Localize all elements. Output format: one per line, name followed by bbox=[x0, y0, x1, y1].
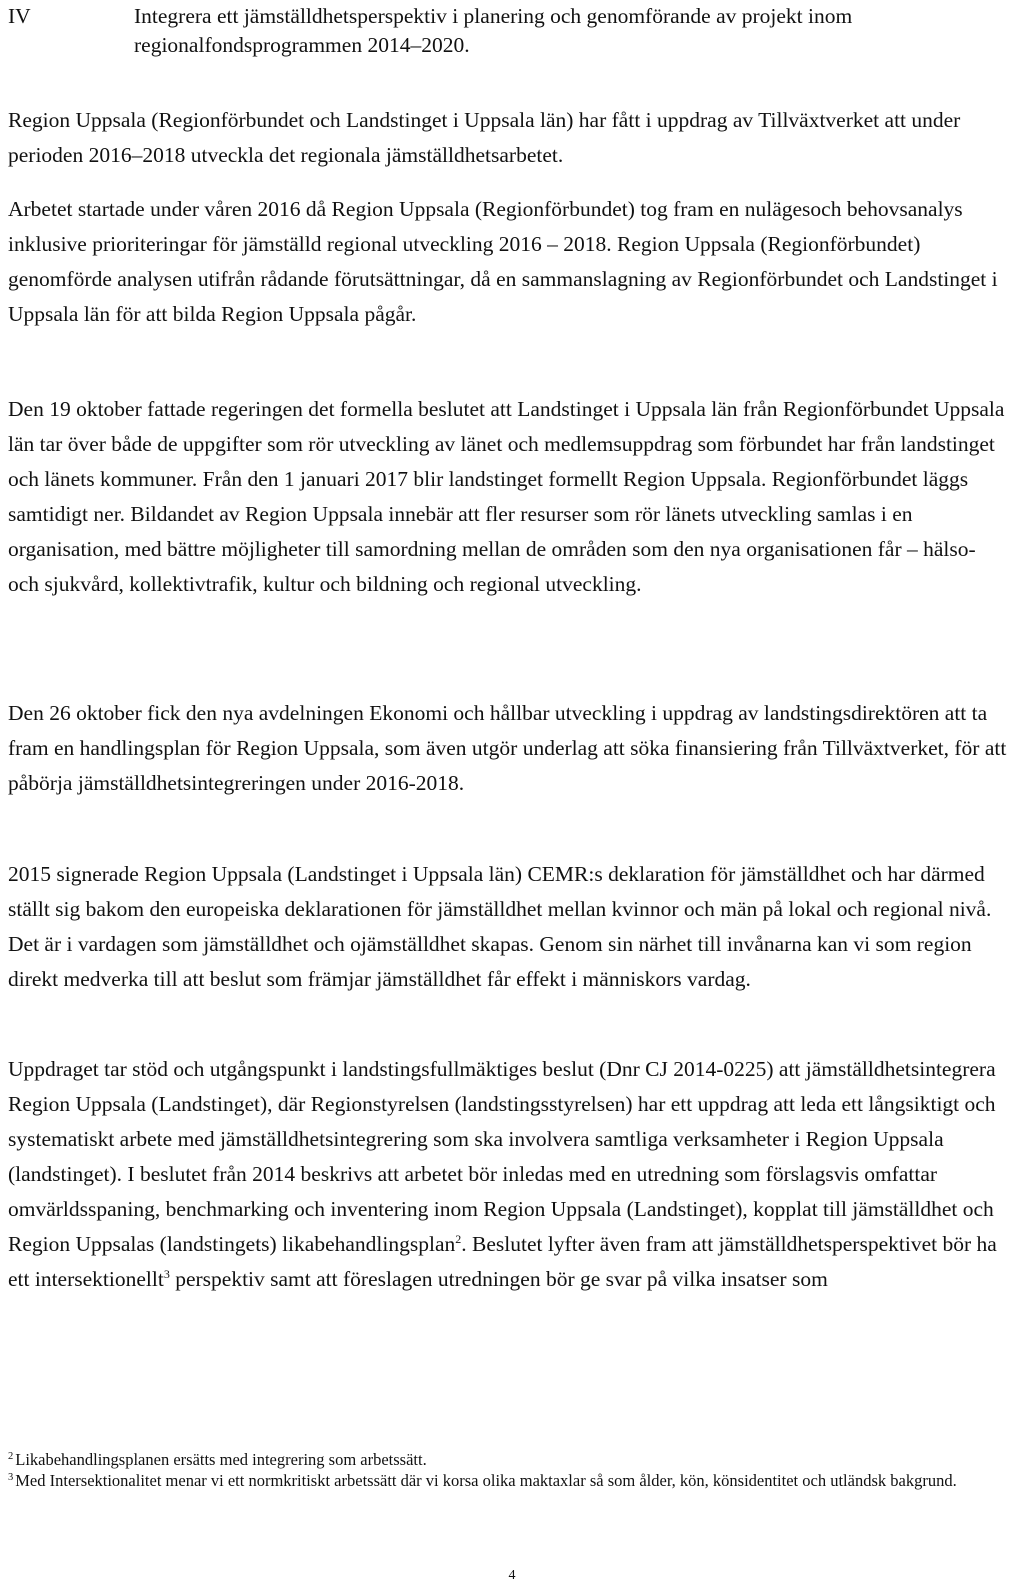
paragraph-4 bbox=[8, 696, 1008, 801]
paragraph-part: perspektiv samt att föreslagen utredningen bör ge svar på vilka insatser som bbox=[169, 1267, 828, 1291]
paragraph-text: Region Uppsala (Regionförbundet och Landstinget i Uppsala län) har fått i uppdrag av Tillväxtverket att under perioden 2016–2018 utveckla det regionala jämställdhetsarbetet. bbox=[8, 108, 961, 167]
paragraph-text: 2015 signerade Region Uppsala (Landstinget i Uppsala län) CEMR:s deklaration för jämställdhet och har därmed ställt sig bakom den europeiska deklarationen för jämställdhet mellan kvinnor och män på lokal och regional nivå. Det är i vardagen som jämställdhet och ojämställdhet skapas. Genom sin närhet till invånarna kan vi som region direkt medverka till att beslut som främjar jämställdhet får effekt i människors vardag. bbox=[8, 862, 992, 991]
paragraph-3 bbox=[8, 392, 1008, 602]
paragraph-part: Uppdraget tar stöd och utgångspunkt i landstingsfullmäktiges beslut (Dnr CJ 2014-0225) att jämställdhetsintegrera Region Uppsala (Landstinget), där Regionstyrelsen (landstingsstyrelsen) har ett uppdrag att leda ett långsiktigt och systematiskt arbete med jämställdhetsintegrering som ska involvera samtliga verksamheter i Region Uppsala (landstinget). I beslutet från 2014 beskrivs att arbetet bör inledas med en utredning som förslagsvis omfattar omvärldsspaning, benchmarking och inventering inom Region Uppsala (Landstinget), kopplat till jämställdhet och Region Uppsalas (landstingets) likabehandlingsplan bbox=[8, 1057, 996, 1256]
list-item-iv bbox=[8, 2, 1008, 60]
paragraph-5 bbox=[8, 857, 1008, 997]
footnote-reference-3: 3 bbox=[163, 1266, 170, 1281]
footnote-text: Likabehandlingsplanen ersätts med integrering som arbetssätt. bbox=[15, 1450, 427, 1469]
footnote-2 bbox=[8, 1449, 1008, 1470]
footnote-text: Med Intersektionalitet menar vi ett normkritiskt arbetssätt där vi korsa olika maktaxlar så som ålder, kön, könsidentitet och utländsk bakgrund. bbox=[15, 1471, 957, 1490]
footnote-mark: 2 bbox=[8, 1450, 14, 1462]
footnotes bbox=[8, 1449, 1008, 1491]
paragraph-part: . Beslutet lyfter även fram att jämställdhetsperspektivet bör ha ett intersektionellt bbox=[8, 1232, 997, 1291]
paragraph-text: Den 19 oktober fattade regeringen det formella beslutet att Landstinget i Uppsala län från Regionförbundet Uppsala län tar över både de uppgifter som rör utveckling av länet och medlemsuppdrag som förbundet har från landstinget och länets kommuner. Från den 1 januari 2017 blir landstinget formellt Region Uppsala. Regionförbundet läggs samtidigt ner. Bildandet av Region Uppsala innebär att fler resurser som rör länets utveckling samlas i en organisation, med bättre möjligheter till samordning mellan de områden som den nya organisationen får – hälso- och sjukvård, kollektivtrafik, kultur och bildning och regional utveckling. bbox=[8, 397, 1005, 596]
paragraph-text bbox=[8, 1052, 1008, 1297]
paragraph-2 bbox=[8, 192, 1008, 332]
page-number: 4 bbox=[508, 1568, 516, 1583]
paragraph-text: Arbetet startade under våren 2016 då Region Uppsala (Regionförbundet) tog fram en nulägesoch behovsanalys inklusive prioriteringar för jämställd regional utveckling 2016 – 2018. Region Uppsala (Regionförbundet) genomförde analysen utifrån rådande förutsättningar, då en sammanslagning av Regionförbundet och Landstinget i Uppsala län för att bilda Region Uppsala pågår. bbox=[8, 197, 998, 326]
paragraph-text: Den 26 oktober fick den nya avdelningen Ekonomi och hållbar utveckling i uppdrag av landstingsdirektören att ta fram en handlingsplan för Region Uppsala, som även utgör underlag att söka finansiering från Tillväxtverket, för att påbörja jämställdhetsintegreringen under 2016-2018. bbox=[8, 701, 1007, 795]
list-item-number: IV bbox=[8, 4, 31, 28]
footnote-mark: 3 bbox=[8, 1471, 14, 1483]
paragraph-6 bbox=[8, 1052, 1008, 1297]
footnote-3 bbox=[8, 1470, 1008, 1491]
list-item-text: Integrera ett jämställdhetsperspektiv i planering och genomförande av projekt inom regionalfondsprogrammen 2014–2020. bbox=[134, 4, 853, 57]
footnote-reference-2: 2 bbox=[455, 1231, 462, 1246]
paragraph-1 bbox=[8, 103, 1008, 173]
